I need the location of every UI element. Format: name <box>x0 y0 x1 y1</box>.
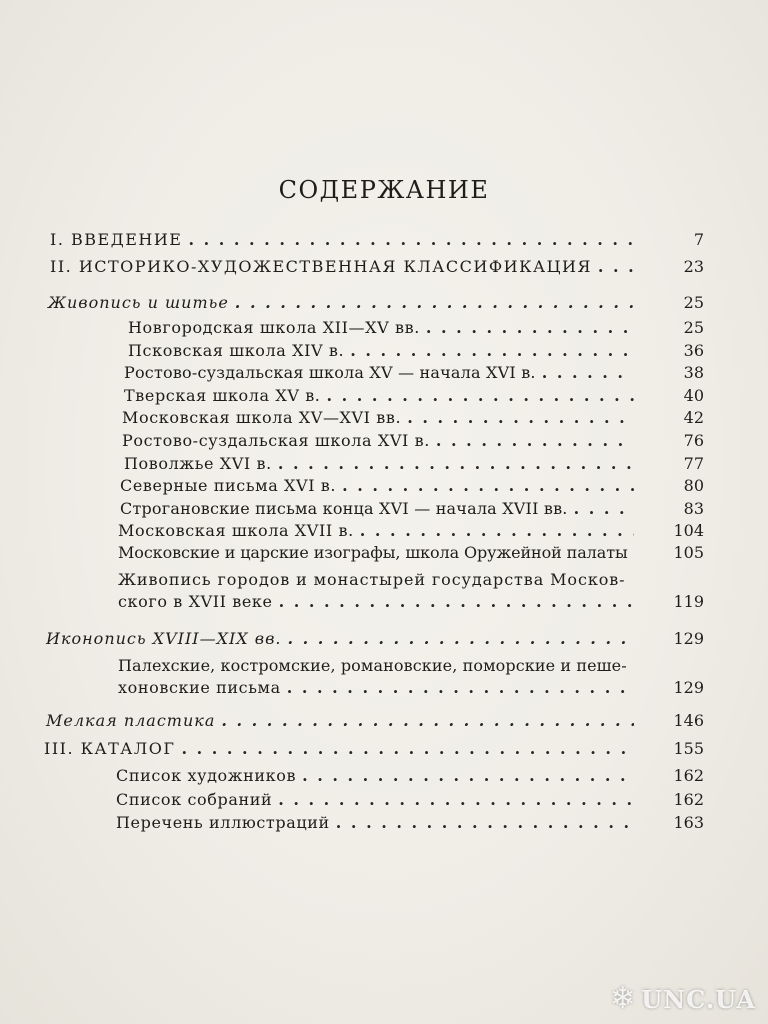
leader-dots <box>436 429 634 453</box>
toc-entry-page: 42 <box>683 408 704 427</box>
toc-entry-moscow-17 <box>118 519 640 543</box>
leader-dots <box>287 627 634 651</box>
toc-entry-introduction <box>50 228 640 252</box>
toc-entry-label: ского в XVII веке <box>118 592 273 611</box>
toc-entry-palekh <box>118 676 640 700</box>
toc-entry-palekh-line1: Палехские, костромские, романовские, поморские и пеше- <box>118 656 627 675</box>
watermark-text: UNC.UA <box>641 984 756 1014</box>
toc-entry-label: Строгановские письма конца XVI — начала XVII вв. <box>120 499 568 518</box>
toc-entry-page: 119 <box>673 592 704 611</box>
toc-entry-tver <box>124 384 640 408</box>
toc-entry-label: I. ВВЕДЕНИЕ <box>50 230 183 249</box>
leader-dots <box>542 361 634 385</box>
toc-entry-page: 105 <box>673 543 704 562</box>
toc-entry-artists <box>116 764 640 788</box>
toc-entry-page: 129 <box>673 678 704 697</box>
toc-entry-page: 155 <box>673 739 704 758</box>
watermark <box>610 981 756 1016</box>
toc-entry-pskov <box>128 339 640 363</box>
leader-dots <box>598 255 634 279</box>
toc-entry-label: II. ИСТОРИКО-ХУДОЖЕСТВЕННАЯ КЛАССИФИКАЦИЯ <box>50 257 592 276</box>
leader-dots <box>350 339 634 363</box>
toc-entry-page: 77 <box>683 454 704 473</box>
toc-entry-label: Иконопись XVIII—XIX вв. <box>46 629 282 648</box>
toc-entry-stroganov <box>120 497 640 521</box>
toc-entry-page: 25 <box>683 318 704 337</box>
toc-entry-label: Ростово-суздальская школа XV — начала XVI в. <box>124 363 536 382</box>
page-title: СОДЕРЖАНИЕ <box>278 176 490 204</box>
toc-entry-cities-line1: Живопись городов и монастырей государства Москов- <box>118 570 626 589</box>
toc-entry-armory <box>118 541 664 565</box>
toc-entry-page: 40 <box>683 386 704 405</box>
leader-dots <box>287 676 634 700</box>
toc-entry-label: Перечень иллюстраций <box>116 813 330 832</box>
toc-entry-page: 76 <box>683 431 704 450</box>
toc-entry-label: Мелкая пластика <box>46 711 216 730</box>
toc-entry-label: Тверская школа XV в. <box>124 386 321 405</box>
toc-entry-page: 162 <box>673 790 704 809</box>
toc-entry-cities <box>118 590 640 614</box>
toc-entry-label: Живопись и шитье <box>48 293 229 312</box>
toc-entry-page: 36 <box>683 341 704 360</box>
leader-dots <box>188 228 634 252</box>
leader-dots <box>574 497 634 521</box>
toc-entry-page: 80 <box>683 476 704 495</box>
toc-entry-label: Поволжье XVI в. <box>124 454 272 473</box>
toc-entry-moscow-15-16 <box>122 406 640 430</box>
toc-entry-volga <box>124 452 640 476</box>
leader-dots <box>235 291 634 315</box>
toc-entry-classification <box>50 255 640 279</box>
toc-entry-northern <box>120 474 640 498</box>
toc-entry-novgorod <box>128 316 640 340</box>
leader-dots <box>336 811 634 835</box>
toc-entry-page: 23 <box>683 257 704 276</box>
toc-entry-page: 162 <box>673 766 704 785</box>
toc-entry-label: III. КАТАЛОГ <box>44 739 176 758</box>
toc-entry-label: Новгородская школа XII—XV вв. <box>128 318 420 337</box>
toc-entry-page: 38 <box>683 363 704 382</box>
toc-entry-collections <box>116 788 640 812</box>
toc-entry-label: Московские и царские изографы, школа Оружейной палаты <box>118 543 628 562</box>
toc-entry-label: Московская школа XV—XVI вв. <box>122 408 402 427</box>
toc-entry-label: Московская школа XVII в. <box>118 521 354 540</box>
snowflake-icon: ❄ <box>610 981 636 1016</box>
leader-dots <box>407 406 634 430</box>
toc-entry-painting <box>48 291 640 315</box>
toc-entry-illustrations <box>116 811 640 835</box>
toc-entry-label: Псковская школа XIV в. <box>128 341 345 360</box>
leader-dots <box>342 474 634 498</box>
toc-entry-label: Северные письма XVI в. <box>120 476 337 495</box>
leader-dots <box>360 519 634 543</box>
leader-dots <box>278 788 634 812</box>
leader-dots <box>181 737 634 761</box>
toc-entry-page: 83 <box>683 499 704 518</box>
leader-dots <box>279 590 634 614</box>
toc-entry-label: Список собраний <box>116 790 273 809</box>
toc-entry-label: Ростово-суздальская школа XVI в. <box>122 431 430 450</box>
toc-entry-page: 146 <box>673 711 704 730</box>
toc-entry-rostov-16 <box>122 429 640 453</box>
leader-dots <box>426 316 634 340</box>
toc-entry-catalog <box>44 737 640 761</box>
toc-entry-page: 129 <box>673 629 704 648</box>
toc-entry-iconography <box>46 627 640 651</box>
toc-entry-rostov-15 <box>124 361 640 385</box>
toc-entry-page: 104 <box>673 521 704 540</box>
toc-entry-label: Список художников <box>116 766 297 785</box>
toc-entry-page: 25 <box>683 293 704 312</box>
toc-entry-small-sculpture <box>46 709 640 733</box>
leader-dots <box>302 764 634 788</box>
leader-dots <box>278 452 634 476</box>
leader-dots <box>327 384 635 408</box>
toc-entry-page: 163 <box>673 813 704 832</box>
toc-entry-label: хоновские письма <box>118 678 281 697</box>
toc-entry-page: 7 <box>693 230 704 249</box>
leader-dots <box>221 709 634 733</box>
